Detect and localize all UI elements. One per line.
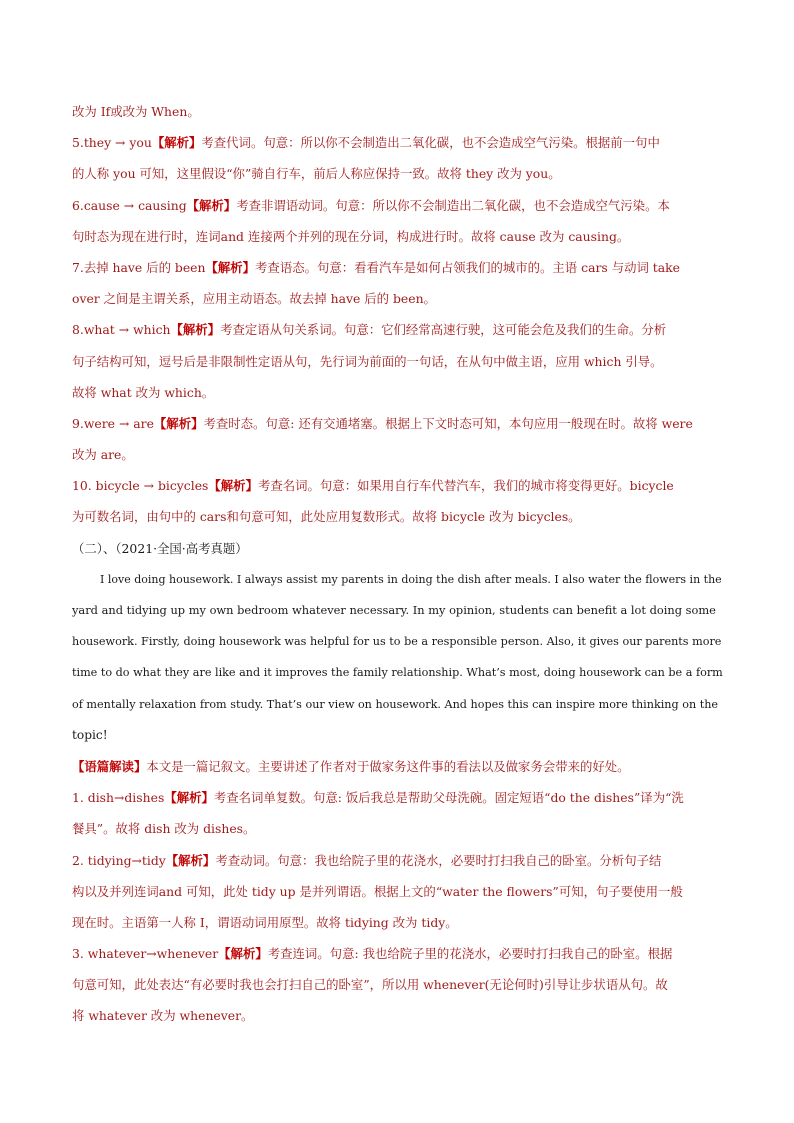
text-line: 改为 are。 — [72, 447, 134, 463]
answer-line: 2. tidying→tidy【解析】考查动词。句意：我也给院子里的花浇水，必要时打扫我自己的卧室。分析句子结 — [72, 852, 662, 868]
analysis-tag: 【解析】 — [208, 478, 258, 494]
text-line: 为可数名词，由句中的 cars和句意可知，此处应用复数形式。故将 bicycle 改为 bicycles。 — [72, 509, 581, 525]
text-line: 将 whatever 改为 whenever。 — [72, 1008, 254, 1024]
answer-line: 10. bicycle → bicycles【解析】考查名词。句意：如果用自行车代替汽车，我们的城市将变得更好。bicycle — [72, 478, 674, 494]
section-heading: （二）、（2021·全国·高考真题） — [72, 540, 248, 556]
passage-line: time to do what they are like and it improves the family relationship. What’s most, doing housework can be a form — [72, 666, 723, 680]
analysis-tag: 【解析】 — [151, 135, 202, 151]
passage-line: housework. Firstly, doing housework was helpful for us to be a responsible person. Also, it gives our parents more — [72, 635, 722, 649]
analysis-tag: 【解析】 — [170, 322, 221, 338]
text-line: 句时态为现在进行时，连词and 连接两个并列的现在分词，构成进行时。故将 cause 改为 causing。 — [72, 228, 630, 244]
answer-line: 3. whatever→whenever【解析】考查连词。句意: 我也给院子里的花浇水，必要时打扫我自己的卧室。根据 — [72, 946, 673, 962]
text-line: 句子结构可知，逗号后是非限制性定语从句，先行词为前面的一句话，在从句中做主语，应用 which 引导。 — [72, 353, 663, 369]
analysis-tag: 【解析】 — [186, 197, 237, 213]
passage-line: of mentally relaxation from study. That’s our view on housework. And hopes this can inspire more thinking on the — [72, 697, 719, 711]
passage-line: yard and tidying up my own bedroom whatever necessary. In my opinion, students can benefit a lot doing some — [72, 603, 716, 617]
text-line: 改为 If或改为 When。 — [72, 104, 200, 119]
analysis-tag: 【解析】 — [153, 415, 204, 431]
analysis-tag: 【解析】 — [218, 946, 268, 962]
analysis-tag: 【解析】 — [164, 790, 214, 806]
answer-line: 6.cause → causing【解析】考查非谓语动词。句意：所以你不会制造出二氧化碳，也不会造成空气污染。本 — [72, 197, 670, 213]
text-line: over 之间是主谓关系，应用主动语态。故去掉 have 后的 been。 — [72, 291, 436, 307]
answer-line: 9.were → are【解析】考查时态。句意: 还有交通堵塞。根据上下文时态可知，本句应用一般现在时。故将 were — [72, 415, 693, 431]
text-line: 现在时。主语第一人称 I，谓语动词用原型。故将 tidying 改为 tidy。 — [72, 914, 458, 930]
analysis-tag: 【语篇解读】 — [72, 758, 147, 774]
answer-line: 8.what → which【解析】考查定语从句关系词。句意：它们经常高速行驶，这可能会危及我们的生命。分析 — [72, 322, 667, 338]
text-line: 餐具”。故将 dish 改为 dishes。 — [72, 821, 256, 837]
discourse-analysis-line: 【语篇解读】本文是一篇记叙文。主要讲述了作者对于做家务这件事的看法以及做家务会带来的好处。 — [72, 758, 630, 774]
analysis-tag: 【解析】 — [165, 852, 216, 868]
analysis-tag: 【解析】 — [205, 259, 256, 275]
text-line: 的人称 you 可知，这里假设“你”骑自行车，前后人称应保持一致。故将 they 改为 you。 — [72, 166, 561, 182]
text-line: 构以及并列连词and 可知，此处 tidy up 是并列谓语。根据上文的“water the flowers”可知，句子要使用一般 — [72, 883, 683, 899]
answer-line: 7.去掉 have 后的 been【解析】考查语态。句意：看看汽车是如何占领我们的城市的。主语 cars 与动词 take — [72, 259, 681, 275]
answer-line: 1. dish→dishes【解析】考查名词单复数。句意: 饭后我总是帮助父母洗碗。固定短语“do the dishes”译为“洗 — [72, 790, 684, 806]
passage-line: I love doing housework. I always assist my parents in doing the dish after meals. I also water the flowers in the — [100, 572, 722, 586]
document-content — [72, 96, 724, 1032]
text-line: 句意可知，此处表达“有必要时我也会打扫自己的卧室”，所以用 whenever(无论何时)引导让步状语从句。故 — [72, 977, 668, 993]
passage-line: topic! — [72, 727, 108, 742]
text-line: 故将 what 改为 which。 — [72, 384, 215, 400]
answer-line: 5.they → you【解析】考查代词。句意：所以你不会制造出二氧化碳，也不会造成空气污染。根据前一句中 — [72, 135, 660, 151]
